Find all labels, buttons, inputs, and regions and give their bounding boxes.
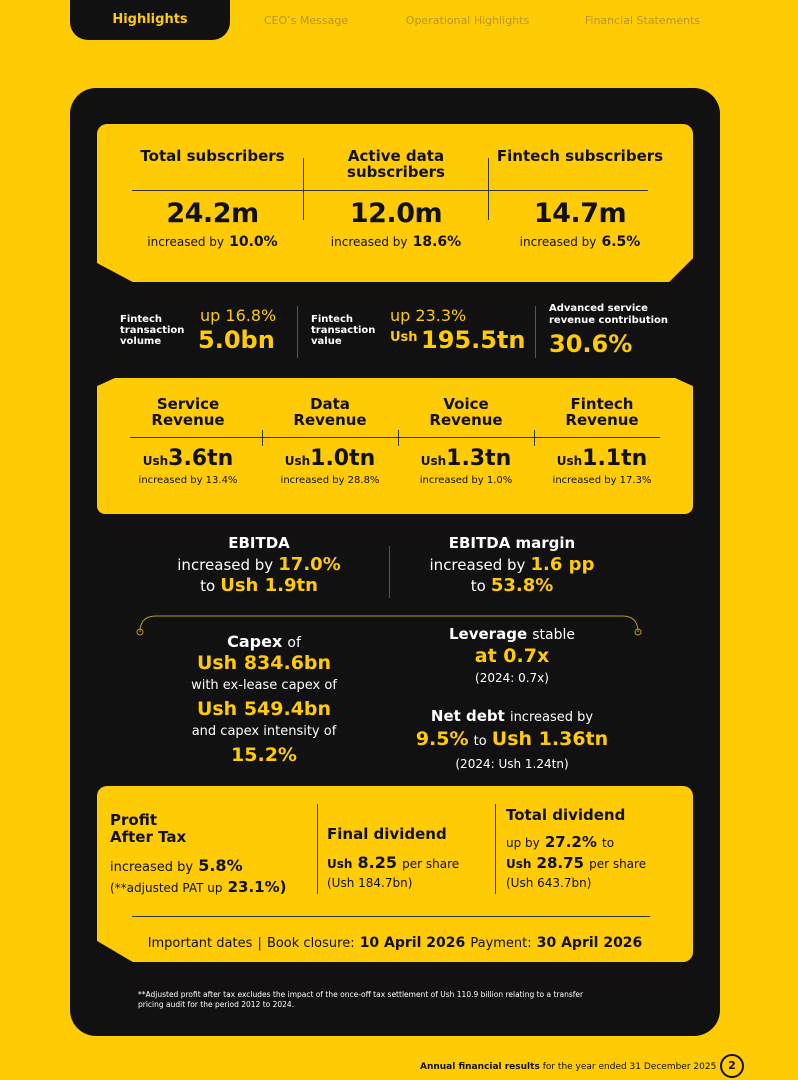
stat-title: Fintech subscribers — [496, 147, 664, 165]
revenue-value: 3.6tn — [168, 446, 234, 471]
dividend-separator — [495, 804, 496, 894]
capex-v1: Ush 834.6bn — [196, 652, 332, 674]
advanced-revenue-label: Advanced service revenue contribution — [549, 303, 669, 326]
total-div-unit: per share — [589, 857, 647, 871]
stat-value: 24.2m — [166, 198, 259, 229]
subscribers-separator — [488, 158, 489, 220]
final-div-title: Final dividend — [327, 825, 447, 843]
stat-value: 12.0m — [349, 198, 443, 229]
tab-ceos-message[interactable]: CEO’s Message — [263, 14, 349, 27]
revenue-currency: Ush — [420, 454, 447, 468]
total-div-title: Total dividend — [506, 806, 626, 824]
ebitda-margin-v2: 53.8% — [490, 575, 554, 596]
revenue-note: increased by 28.8% — [280, 475, 380, 486]
leverage-block — [412, 624, 612, 687]
revenue-value: 1.1tn — [582, 446, 648, 471]
revenue-currency: Ush — [284, 454, 311, 468]
revenue-title: Voice Revenue — [429, 395, 503, 429]
dates-divider — [132, 916, 650, 917]
final-div-unit: per share — [402, 857, 460, 871]
capex-v3: 15.2% — [231, 744, 297, 766]
total-div-value: 28.75 — [536, 854, 584, 872]
pat-block — [110, 812, 310, 896]
net-debt-l1: increased by — [509, 710, 594, 725]
capex-of: of — [287, 635, 301, 651]
service-revenue-card — [113, 396, 263, 486]
pat-v1: 5.8% — [198, 856, 243, 875]
leverage-value: at 0.7x — [474, 645, 550, 667]
revenue-separator — [398, 430, 399, 446]
fintech-separator — [297, 306, 298, 358]
footnote: **Adjusted profit after tax excludes the impact of the once-off tax settlement of Ush 110.9 billion relating to a transfer pricing audit for the period 2012 to 2024. — [138, 990, 584, 1009]
capex-title: Capex — [227, 632, 283, 651]
tab-bar — [0, 0, 798, 40]
stat-prefix: increased by — [330, 235, 408, 249]
net-debt-title: Net debt — [430, 707, 505, 725]
ebitda-l2: to — [200, 577, 216, 595]
ebitda-v2: Ush 1.9tn — [220, 575, 318, 596]
ebitda-title: EBITDA — [228, 534, 290, 552]
payment-value: 30 April 2026 — [536, 935, 643, 951]
active-data-subscribers-card — [305, 148, 487, 250]
pat-l2: (**adjusted PAT up — [110, 881, 223, 895]
total-div-sub: (Ush 643.7bn) — [506, 876, 592, 890]
revenue-title: Service Revenue — [151, 395, 225, 429]
pat-title: Profit After Tax — [110, 811, 187, 846]
net-debt-v2: Ush 1.36tn — [491, 728, 609, 750]
total-div-v1: 27.2% — [544, 833, 597, 851]
footer-text — [420, 1062, 716, 1072]
capex-v2: Ush 549.4bn — [196, 698, 332, 720]
leverage-title: Leverage — [449, 625, 528, 643]
net-debt-prior: (2024: Ush 1.24tn) — [455, 757, 569, 771]
dates-label: Important dates — [147, 936, 253, 951]
net-debt-v1: 9.5% — [415, 728, 469, 750]
stat-prefix: increased by — [519, 235, 597, 249]
revenue-note: increased by 17.3% — [552, 475, 652, 486]
leverage-stable: stable — [532, 627, 575, 643]
revenue-value: 1.3tn — [446, 446, 512, 471]
ebitda-margin-l1: increased by — [429, 556, 526, 574]
revenue-currency: Ush — [142, 454, 169, 468]
ebitda-block — [150, 534, 368, 596]
payment-label: Payment: — [470, 936, 532, 951]
leverage-prior: (2024: 0.7x) — [475, 671, 549, 685]
total-dividend-block — [506, 806, 686, 890]
revenue-currency: Ush — [556, 454, 583, 468]
fintech-value-value: 195.5tn — [421, 326, 526, 354]
capex-l3: and capex intensity of — [191, 724, 337, 739]
revenue-separator — [262, 430, 263, 446]
fintech-separator — [535, 306, 536, 358]
ebitda-margin-title: EBITDA margin — [448, 534, 576, 552]
fintech-volume-label: Fintech transaction volume — [120, 314, 185, 347]
stat-value: 14.7m — [533, 198, 627, 229]
stat-change: 10.0% — [229, 234, 278, 250]
revenue-value: 1.0tn — [310, 446, 376, 471]
advanced-revenue-value: 30.6% — [549, 330, 633, 358]
revenue-note: increased by 1.0% — [419, 475, 513, 486]
fintech-subscribers-card — [490, 148, 670, 250]
revenue-title: Data Revenue — [293, 395, 367, 429]
footer-rest: for the year ended 31 December 2025 — [542, 1062, 717, 1072]
ebitda-v1: 17.0% — [278, 554, 341, 575]
pat-v2: 23.1%) — [227, 878, 287, 896]
book-closure-label: Book closure: — [266, 936, 355, 951]
capex-l2: with ex-lease capex of — [191, 678, 337, 693]
ebitda-margin-block — [408, 534, 616, 596]
fintech-volume-change: up 16.8% — [200, 306, 277, 325]
capex-block — [160, 632, 368, 767]
revenue-separator — [534, 430, 535, 446]
total-div-l1: up by — [506, 836, 540, 850]
important-dates — [110, 932, 680, 951]
revenue-title: Fintech Revenue — [565, 395, 639, 429]
tab-financial-statements[interactable]: Financial Statements — [584, 14, 701, 27]
stat-change: 6.5% — [601, 234, 641, 250]
total-div-to: to — [602, 836, 615, 850]
book-closure-value: 10 April 2026 — [359, 935, 466, 951]
footer-bold: Annual financial results — [420, 1062, 540, 1072]
ebitda-separator — [389, 546, 390, 598]
stat-change: 18.6% — [412, 234, 462, 250]
tab-highlights[interactable]: Highlights — [70, 0, 230, 40]
net-debt-to: to — [473, 734, 487, 749]
ebitda-margin-l2: to — [470, 577, 486, 595]
stat-title: Active data subscribers — [347, 147, 445, 181]
dates-pipe-separator: | — [257, 936, 262, 951]
tab-operational-highlights[interactable]: Operational Highlights — [405, 14, 530, 27]
dividend-separator — [317, 804, 318, 894]
ebitda-l1: increased by — [177, 556, 274, 574]
voice-revenue-card — [398, 396, 534, 486]
fintech-value-label: Fintech transaction value — [311, 314, 376, 347]
fintech-value-currency: Ush — [390, 330, 418, 345]
final-div-currency: Ush — [327, 857, 353, 871]
net-debt-block — [404, 706, 620, 772]
total-div-currency: Ush — [506, 857, 532, 871]
final-dividend-block — [327, 825, 497, 890]
fintech-revenue-card — [534, 396, 670, 486]
revenue-note: increased by 13.4% — [138, 475, 238, 486]
fintech-volume-value: 5.0bn — [198, 326, 275, 354]
fintech-value-change: up 23.3% — [390, 306, 467, 325]
page-number: 2 — [720, 1054, 744, 1078]
final-div-value: 8.25 — [357, 853, 398, 872]
final-div-sub: (Ush 184.7bn) — [327, 876, 413, 890]
ebitda-margin-v1: 1.6 pp — [530, 554, 595, 575]
stat-title: Total subscribers — [140, 147, 285, 165]
stat-prefix: increased by — [147, 235, 225, 249]
pat-l1: increased by — [110, 860, 194, 875]
total-subscribers-card — [120, 148, 305, 250]
data-revenue-card — [262, 396, 398, 486]
